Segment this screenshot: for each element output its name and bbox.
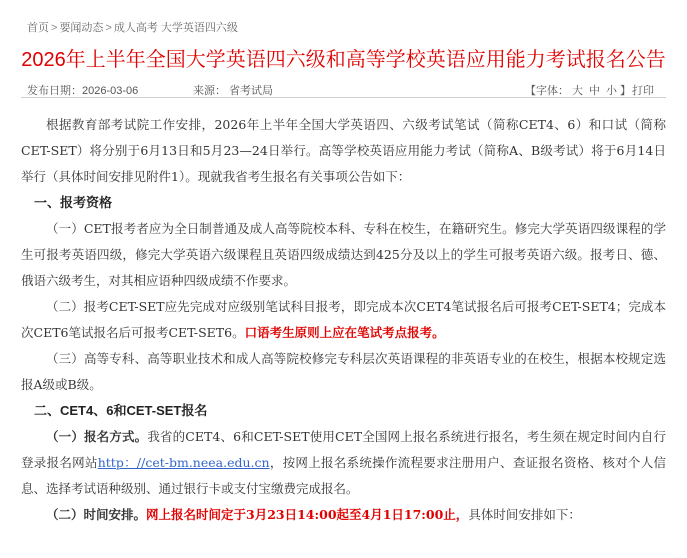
breadcrumb-category-link[interactable]: 成人高考 大学英语四六级 [113,22,238,34]
print-button[interactable]: 打印 [632,85,654,97]
registration-period-notice: 网上报名时间定于3月23日14:00起至4月1日17:00止， [146,507,469,522]
intro-paragraph: 根据教育部考试院工作安排，2026年上半年全国大学英语四、六级考试笔试（简称CET4、6）和口试（简称CET-SET）将分别于6月13日和5月23—24日举行。高等学校英语应用能力考试（简称A、B级考试）将于6月14日举行（具体时间安排见附件1）。现就我省考生报名有关事项公告如下： [21,117,666,184]
font-size-suffix: 】 [620,85,631,97]
page-title: 2026年上半年全国大学英语四六级和高等学校英语应用能力考试报名公告 [21,49,666,71]
eligibility-paragraph-3: （三）高等专科、高等职业技术和成人高等院校修完专科层次英语课程的非英语专业的在校生，根据本校规定选报A级或B级。 [21,351,666,392]
breadcrumb-home-link[interactable]: 首页 [27,22,49,34]
article-meta-bar [21,77,666,98]
font-size-prefix: 【字体： [525,85,569,97]
section-heading-registration: 二、CET4、6和CET-SET报名 [34,403,208,418]
registration-method-paragraph [21,424,666,502]
breadcrumb [27,19,238,35]
breadcrumb-separator: > [105,22,112,34]
section-heading-eligibility: 一、报考资格 [34,195,113,210]
font-size-large-button[interactable]: 大 [572,85,583,97]
article-source: 来源： 省考试局 [193,85,274,97]
eligibility-paragraph-2-text: （二）报考CET-SET应先完成对应级别笔试科目报考，即完成本次CET4笔试报名后可报考CET-SET4；完成本次CET6笔试报名后可报考CET-SET6。 [21,299,666,340]
breadcrumb-separator: > [51,22,58,34]
publish-date: 发布日期：2026-03-06 [27,85,139,97]
oral-exam-notice: 口语考生原则上应在笔试考点报考。 [244,325,445,340]
registration-method-text-2: ，按网上报名系统操作流程要求注册用户、查证报名资格、核对个人信息、选择考试语种级别、通过银行卡或支付宝缴费完成报名。 [21,455,666,496]
schedule-paragraph [21,502,666,528]
article-body [21,112,666,528]
registration-website-link[interactable]: http：//cet-bm.neea.edu.cn [97,455,270,470]
registration-method-text: 我省的CET4、6和CET-SET使用CET全国网上报名系统进行报名，考生须在规定时间内自行登录报名网站 [21,429,666,470]
eligibility-paragraph-1: （一）CET报考者应为全日制普通及成人高等院校本科、专科在校生，在籍研究生。修完大学英语四级课程的学生可报考英语四级，修完大学英语六级课程且英语四级成绩达到425分及以上的学生可报考英语六级。报考日、德、俄语六级考生，对其相应语种四级成绩不作要求。 [21,221,666,288]
font-size-switcher [525,82,631,98]
breadcrumb-news-link[interactable]: 要闻动态 [59,22,104,34]
font-size-small-button[interactable]: 小 [606,85,617,97]
registration-method-label: （一）报名方式。 [46,429,148,444]
schedule-text: 具体时间安排如下： [468,507,581,522]
eligibility-paragraph-2 [21,294,666,346]
schedule-label: （二）时间安排。 [46,507,147,522]
font-size-medium-button[interactable]: 中 [589,85,600,97]
